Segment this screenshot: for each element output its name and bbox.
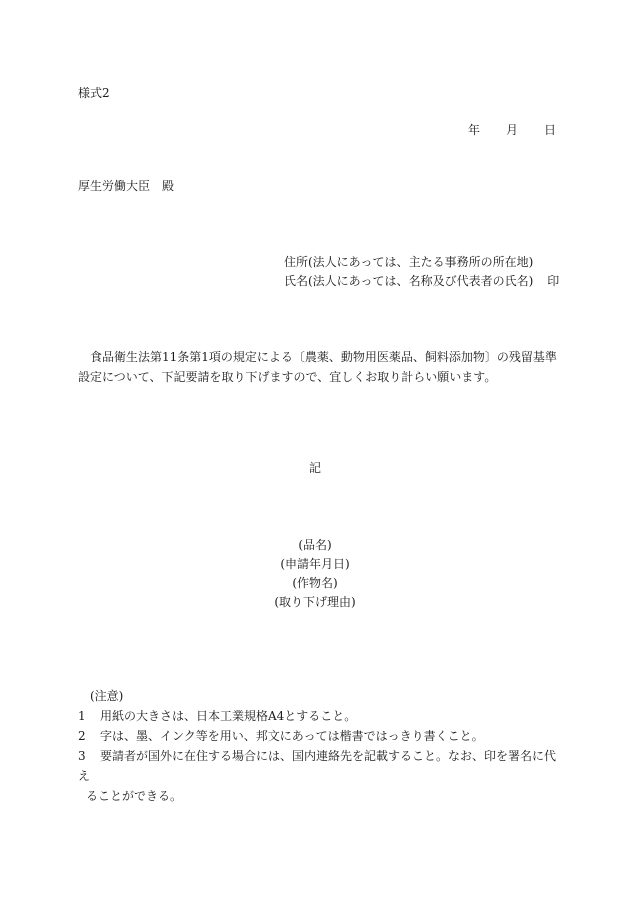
date-day: 日 bbox=[543, 123, 556, 137]
note-text: 字は、墨、インク等を用い、邦文にあっては楷書ではっきり書くこと。 bbox=[100, 729, 484, 743]
notes-heading: (注意) bbox=[90, 689, 124, 703]
ki-heading: 記 bbox=[308, 461, 321, 475]
applicant-address-label: 住所(法人にあっては、主たる事務所の所在地) bbox=[284, 255, 534, 269]
note-text-continued: ることができる。 bbox=[86, 789, 183, 803]
date-line bbox=[468, 122, 556, 138]
item-withdrawal-reason: (取り下げ理由) bbox=[274, 595, 356, 609]
note-text: 用紙の大きさは、日本工業規格A4とすること。 bbox=[100, 709, 357, 723]
item-application-date: (申請年月日) bbox=[280, 557, 350, 571]
note-item bbox=[78, 746, 560, 806]
applicant-name-line bbox=[284, 273, 559, 289]
item-product-name: (品名) bbox=[298, 538, 332, 552]
note-number: 3 bbox=[78, 749, 86, 763]
date-year: 年 bbox=[467, 123, 480, 137]
note-number: 2 bbox=[78, 729, 86, 743]
addressee: 厚生労働大臣 殿 bbox=[78, 179, 175, 193]
date-month: 月 bbox=[505, 123, 518, 137]
seal-mark: 印 bbox=[547, 274, 560, 288]
form-number: 様式2 bbox=[78, 86, 110, 100]
body-paragraph: 食品衛生法第11条第1項の規定による〔農薬、動物用医薬品、飼料添加物〕の残留基準設定について、下記要請を取り下げますので、宜しくお取り計らい願います。 bbox=[78, 350, 557, 384]
note-text: 要請者が国外に在住する場合には、国内連絡先を記載すること。なお、印を署名に代え bbox=[78, 749, 557, 783]
note-item bbox=[78, 706, 560, 726]
note-number: 1 bbox=[78, 709, 86, 723]
note-item bbox=[78, 726, 560, 746]
item-crop-name: (作物名) bbox=[292, 576, 338, 590]
applicant-name-label: 氏名(法人にあっては、名称及び代表者の氏名) bbox=[284, 274, 534, 288]
